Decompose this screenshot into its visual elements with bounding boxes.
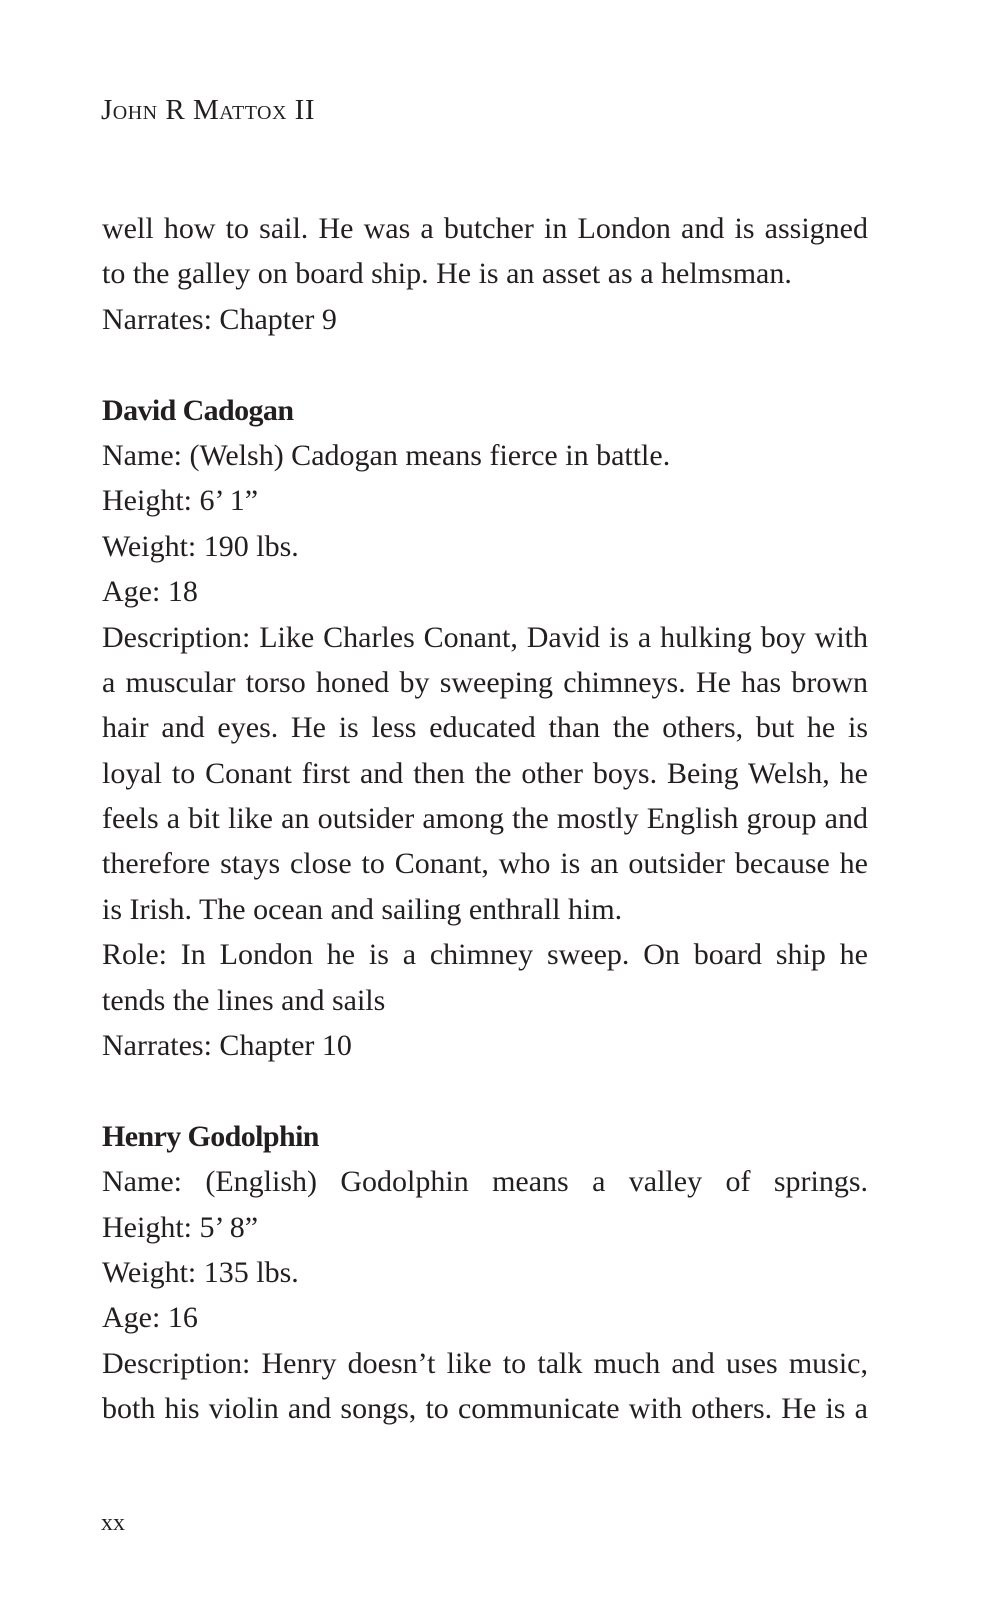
description-line: hair and eyes. He is less educated than the others, but he is xyxy=(102,711,868,745)
narrates-line: Narrates: Chapter 10 xyxy=(102,1029,352,1063)
description-line: therefore stays close to Conant, who is an outsider because he xyxy=(102,847,868,881)
character-heading: Henry Godolphin xyxy=(102,1119,319,1153)
body-line: well how to sail. He was a butcher in London and is assigned xyxy=(102,212,868,245)
description-line: a muscular torso honed by sweeping chimneys. He has brown xyxy=(102,665,868,699)
page-number: xx xyxy=(101,1510,125,1536)
running-head-author: John R Mattox II xyxy=(101,94,315,126)
body-line: to the galley on board ship. He is an asset as a helmsman. xyxy=(102,257,792,291)
weight-line: Weight: 190 lbs. xyxy=(102,529,299,563)
character-heading: David Cadogan xyxy=(102,393,294,427)
character-entry-henry-godolphin xyxy=(102,1114,868,1432)
role-line: Role: In London he is a chimney sweep. On board ship he xyxy=(102,938,868,972)
description-line: Description: Henry doesn’t like to talk much and uses music, xyxy=(102,1346,868,1380)
name-meaning-line: Name: (English) Godolphin means a valley of springs. xyxy=(102,1165,868,1199)
weight-line: Weight: 135 lbs. xyxy=(102,1255,299,1289)
character-entry-david-cadogan xyxy=(102,388,868,1069)
age-line: Age: 16 xyxy=(102,1301,198,1335)
age-line: Age: 18 xyxy=(102,575,198,609)
description-line: both his violin and songs, to communicate with others. He is a xyxy=(102,1392,868,1426)
description-line: is Irish. The ocean and sailing enthrall him. xyxy=(102,892,623,926)
height-line: Height: 6’ 1” xyxy=(102,484,259,518)
narrates-line: Narrates: Chapter 9 xyxy=(102,302,337,336)
section-gap xyxy=(102,342,868,387)
description-line: Description: Like Charles Conant, David is a hulking boy with xyxy=(102,620,868,654)
description-line: feels a bit like an outsider among the mostly English group and xyxy=(102,802,868,836)
page-body xyxy=(102,206,868,1432)
height-line: Height: 5’ 8” xyxy=(102,1210,259,1244)
section-gap xyxy=(102,1068,868,1113)
name-meaning-line: Name: (Welsh) Cadogan means fierce in battle. xyxy=(102,438,671,472)
description-line: loyal to Conant first and then the other boys. Being Welsh, he xyxy=(102,756,868,790)
role-line: tends the lines and sails xyxy=(102,983,386,1017)
